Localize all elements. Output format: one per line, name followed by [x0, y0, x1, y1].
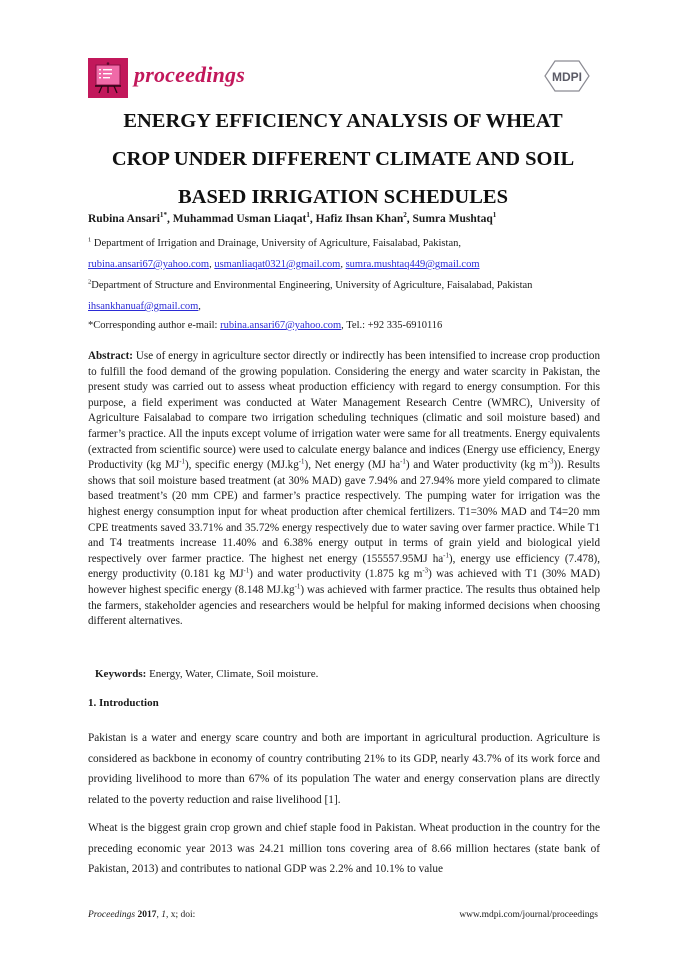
author-name: Hafiz Ihsan Khan — [315, 213, 404, 225]
mdpi-logo-icon — [543, 58, 591, 94]
superscript: -3 — [422, 567, 429, 575]
keywords-text: Energy, Water, Climate, Soil moisture. — [146, 668, 319, 680]
affiliation-2 — [88, 280, 532, 291]
footer-volume: 1 — [161, 910, 167, 920]
keywords — [95, 668, 318, 680]
corresponding-label: *Corresponding author e-mail: — [88, 320, 221, 331]
proceedings-logo-icon — [88, 58, 128, 98]
journal-name: proceedings — [134, 62, 245, 87]
email-link[interactable]: ihsankhanuaf@gmail.com — [88, 301, 199, 312]
title-line-2: CROP UNDER DIFFERENT CLIMATE AND SOIL — [111, 148, 575, 170]
abstract-text: ), specific energy (MJ.kg — [184, 459, 299, 472]
abstract-label: Abstract: — [88, 350, 133, 362]
svg-text:MDPI: MDPI — [552, 70, 582, 84]
intro-paragraph-1: Pakistan is a water and energy scare country and both are important in agricultural production. Agriculture is considered as backbone in economy of country contributing 21% to its GDP, nearly 43.7% of its work force and providing livelihood to more than 67% of its population The water and energy conservation plans are directly related to the poverty reduction and raise livelihood [1]. — [88, 732, 600, 806]
email-link[interactable]: rubina.ansari67@yahoo.com — [88, 259, 210, 270]
title-line-1: ENERGY EFFICIENCY ANALYSIS OF WHEAT — [123, 110, 563, 132]
affiliation-1-emails: rubina.ansari67@yahoo.com, usmanliaqat0321@gmail.com, sumra.mushtaq449@gmail.com — [88, 259, 480, 270]
affiliation-mark: 2 — [88, 278, 92, 286]
footer-url: www.mdpi.com/journal/proceedings — [459, 910, 598, 920]
author-affiliation-mark: 2 — [403, 211, 407, 220]
email-link[interactable]: usmanliaqat0321@gmail.com — [214, 259, 341, 270]
abstract-text: ) was achieved with T1 (30% MAD) however highest specific energy (8.148 MJ.kg — [88, 568, 600, 596]
superscript: -1 — [298, 458, 305, 466]
abstract-text: ) and water productivity (1.875 kg m — [249, 568, 423, 581]
affiliation-1 — [88, 238, 461, 249]
superscript: -3 — [547, 458, 554, 466]
corresponding-phone: , Tel.: +92 335-6910116 — [341, 320, 443, 331]
abstract — [88, 349, 600, 630]
superscript: -1 — [179, 458, 185, 466]
abstract-text: Use of energy in agriculture sector directly or indirectly has been intensified to increase crop production to fulfill the food demand of the growing population. Considering the energy and water scarcity in Pakistan, the present study was carried out to assess wheat production efficiency with regard to energy consumption. For this purpose, a field experiment was conducted at Water Management Research Centre (WMRC), University of Agriculture Faisalabad to compare two irrigation scheduling techniques (climatic and soil moisture based) and farmer’s practice. All the inputs except volume of irrigation water were same for all treatments. Energy equivalents (extracted from scientific source) were used to calculate energy balance and indices (Energy use efficiency, Energy Productivity (kg MJ — [88, 350, 600, 472]
footer-year: 2017 — [137, 910, 157, 920]
affiliation-text: Department of Irrigation and Drainage, University of Agriculture, Faisalabad, Pakistan, — [93, 238, 461, 249]
email-link[interactable]: rubina.ansari67@yahoo.com — [220, 320, 342, 331]
author-affiliation-mark: 1 — [492, 211, 497, 220]
affiliation-mark: 1 — [88, 236, 92, 244]
superscript: -1 — [294, 583, 301, 591]
intro-paragraph-2: Wheat is the biggest grain crop grown and chief staple food in Pakistan. Wheat production in the country for the preceding economic year 2013 was 24.21 million tons covering area of 8.66 million hectares (state bank of Pakistan, 2013) and contributes to national GDP was 2.2% and 10.1% to value — [88, 822, 600, 875]
abstract-text: )). Results shows that soil moisture based treatment (at 30% MAD) gave 7.94% and 27.94% more yield compared to climate based treatment’s (20 mm CPE) and farmer’s practice respectively. The pumping water for irrigation was the highest energy consumption input for wheat production after chemical fertilizers. T1=30% MAD and T4=20 mm CPE treatments saved 33.71% and 35.72% energy respectively due to water saving over farmer practice. While T1 and T4 treatments increase 11.40% and 6.38% energy output in terms of grain yield and biological yield respectively over farmer practice. The highest net energy (155557.95MJ ha — [88, 459, 601, 565]
author-list: Rubina Ansari$^{1*}$, Muhammad Usman Liaqat$^1$, Hafiz Ihsan Khan$^2$, Sumra Mushtaq$^1$ — [88, 211, 497, 225]
superscript: -1 — [243, 567, 250, 575]
author-name: Rubina Ansari — [88, 213, 160, 225]
footer-journal: Proceedings — [88, 910, 136, 920]
author-name: Sumra Mushtaq — [412, 213, 493, 225]
affiliation-text: Department of Structure and Environmental Engineering, University of Agriculture, Faisalabad, Pakistan — [91, 280, 533, 291]
title-line-3: BASED IRRIGATION SCHEDULES — [178, 186, 508, 208]
abstract-text: ) was achieved with farmer practice. The results thus obtained help the farmers, stakeholder agencies and researchers would be helpful for making informed decisions when choosing different alternatives. — [88, 583, 600, 628]
author-affiliation-mark: 1* — [159, 211, 168, 220]
author-name: Muhammad Usman Liaqat — [172, 213, 307, 225]
footer-doi: , x; doi: — [166, 910, 196, 920]
author-affiliation-mark: 1 — [306, 211, 310, 220]
section-heading-introduction: 1. Introduction — [88, 697, 159, 709]
superscript: -1 — [400, 458, 406, 466]
footer-citation: Proceedings 2017, 1, x; doi: — [88, 910, 196, 920]
abstract-text: ) and Water productivity (kg m — [405, 459, 548, 472]
email-link[interactable]: sumra.mushtaq449@gmail.com — [345, 259, 480, 270]
abstract-text: ), Net energy (MJ ha — [304, 459, 401, 472]
paper-title — [70, 102, 616, 216]
keywords-label: Keywords: — [95, 668, 147, 680]
corresponding-author — [88, 320, 442, 331]
abstract-text: ), energy use efficiency (7.478), energy productivity (0.181 kg MJ — [88, 552, 600, 581]
superscript: -1 — [443, 552, 449, 560]
affiliation-2-emails: ihsankhanuaf@gmail.com, — [88, 301, 201, 312]
